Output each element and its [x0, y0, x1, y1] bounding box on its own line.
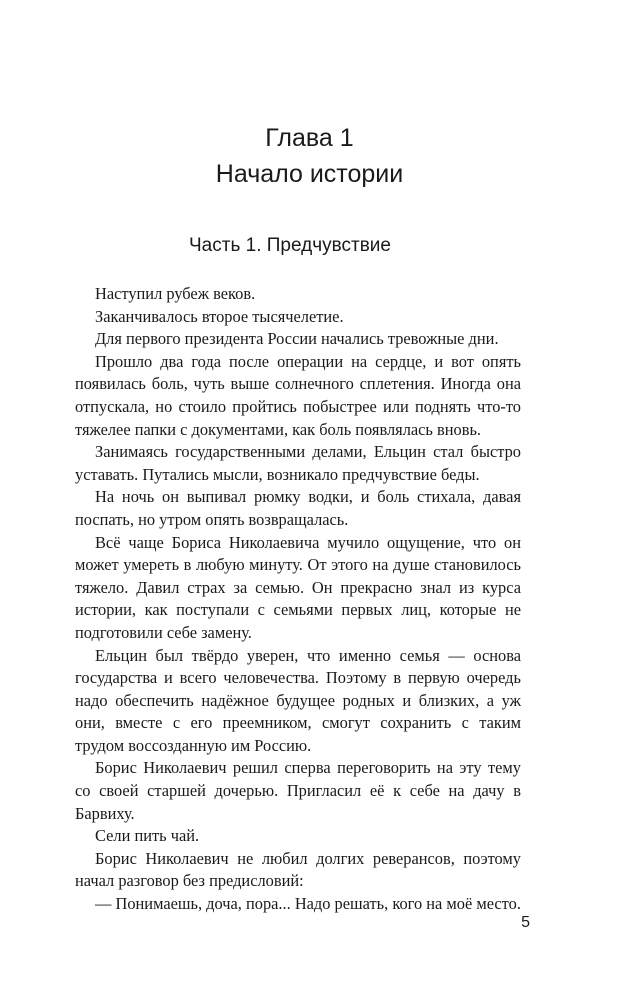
paragraph: Заканчивалось второе тысячелетие. [95, 306, 344, 326]
paragraph: Прошло два года после операции на сердце, и вот опять появилась боль, чуть выше солнечного сплетения. Иногда она отпускала, но стоило пройтись побыстрее или поднять что-то тяжелее папки с документами, как боль появлялась вновь. [75, 351, 521, 439]
chapter-heading [0, 120, 619, 192]
body-text [75, 283, 521, 916]
paragraph: На ночь он выпивал рюмку водки, и боль стихала, давая поспать, но утром опять возвращалась. [75, 487, 521, 529]
chapter-number: Глава 1 [265, 124, 354, 152]
paragraph: Ельцин был твёрдо уверен, что именно семья — основа государства и всего человечества. Поэтому в первую очередь надо обеспечить надёжное будущее родных и близких, а уж они, вместе с его преемником, смогут сохранить с таким трудом воссозданную им Россию. [75, 645, 521, 755]
chapter-title: Начало истории [215, 160, 404, 188]
paragraph: Сели пить чай. [95, 826, 200, 846]
paragraph: Борис Николаевич решил сперва переговорить на эту тему со своей старшей дочерью. Пригласил её к себе на дачу в Барвиху. [75, 758, 521, 823]
paragraph: Всё чаще Бориса Николаевича мучило ощущение, что он может умереть в любую минуту. От этого на душе становилось тяжело. Давил страх за семью. Он прекрасно знал из курса истории, как поступали с семьями первых лиц, которые не подготовили себе замену. [75, 532, 521, 642]
part-title: Часть 1. Предчувствие [189, 235, 391, 256]
page-number: 5 [521, 914, 530, 931]
paragraph: Борис Николаевич не любил долгих реверансов, поэтому начал разговор без предисловий: [75, 848, 521, 891]
paragraph: — Понимаешь, доча, пора... Надо решать, кого на моё место. [95, 894, 521, 914]
paragraph: Для первого президента России начались тревожные дни. [95, 329, 499, 349]
paragraph: Занимаясь государственными делами, Ельцин стал быстро уставать. Путались мысли, возникало предчувствие беды. [75, 442, 521, 484]
paragraph: Наступил рубеж веков. [95, 284, 256, 303]
